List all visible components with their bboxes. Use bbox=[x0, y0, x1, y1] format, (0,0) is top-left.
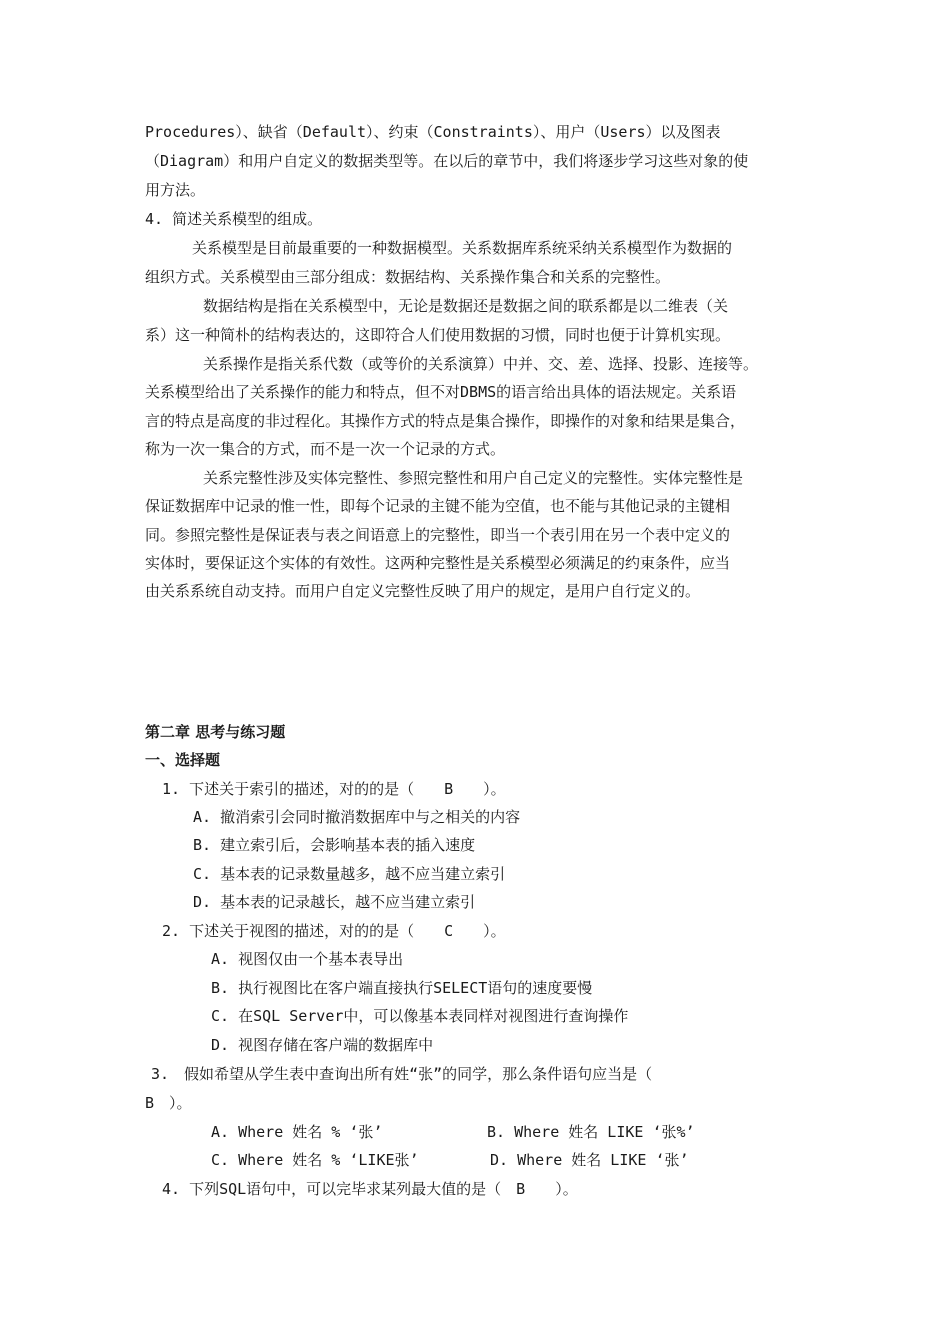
question-1-option-b: B. 建立索引后，会影响基本表的插入速度 bbox=[193, 836, 476, 854]
question-2-stem: 2. 下述关于视图的描述，对的的是（ C ）。 bbox=[162, 922, 506, 940]
question-2-option-a: A. 视图仅由一个基本表导出 bbox=[211, 950, 404, 968]
question-3-option-a: A. Where 姓名 % ‘张’ bbox=[211, 1123, 383, 1141]
section-title: 一、选择题 bbox=[145, 751, 221, 769]
question-heading: 4. 简述关系模型的组成。 bbox=[145, 210, 323, 228]
question-1-option-c: C. 基本表的记录数量越多，越不应当建立索引 bbox=[193, 865, 506, 883]
question-1-option-d: D. 基本表的记录越长，越不应当建立索引 bbox=[193, 893, 476, 911]
paragraph-line: 称为一次一集合的方式，而不是一次一个记录的方式。 bbox=[145, 440, 506, 458]
question-3-stem: 3. 假如希望从学生表中查询出所有姓“张”的同学，那么条件语句应当是（ bbox=[151, 1065, 653, 1083]
question-3-option-d: D. Where 姓名 LIKE ‘张’ bbox=[490, 1151, 689, 1169]
question-1-option-a: A. 撤消索引会同时撤消数据库中与之相关的内容 bbox=[193, 808, 521, 826]
question-3-option-b: B. Where 姓名 LIKE ‘张%’ bbox=[487, 1123, 695, 1141]
paragraph-line: 实体时，要保证这个实体的有效性。这两种完整性是关系模型必须满足的约束条件，应当 bbox=[145, 554, 731, 572]
paragraph-line: 组织方式。关系模型由三部分组成：数据结构、关系操作集合和关系的完整性。 bbox=[145, 268, 671, 286]
paragraph-line: 关系完整性涉及实体完整性、参照完整性和用户自己定义的完整性。实体完整性是 bbox=[203, 469, 744, 487]
paragraph-line: 系）这一种简朴的结构表达的，这即符合人们使用数据的习惯，同时也便于计算机实现。 bbox=[145, 326, 731, 344]
paragraph-line: 关系操作是指关系代数（或等价的关系演算）中并、交、差、选择、投影、连接等。 bbox=[203, 355, 759, 373]
question-3-stem-cont: B ）。 bbox=[145, 1094, 192, 1112]
chapter-title: 第二章 思考与练习题 bbox=[145, 723, 286, 741]
paragraph-line: 数据结构是指在关系模型中，无论是数据还是数据之间的联系都是以二维表（关 bbox=[203, 297, 729, 315]
question-3-option-c: C. Where 姓名 % ‘LIKE张’ bbox=[211, 1151, 419, 1169]
question-4-stem: 4. 下列SQL语句中，可以完毕求某列最大值的是（ B ）。 bbox=[162, 1180, 578, 1198]
question-2-option-d: D. 视图存储在客户端的数据库中 bbox=[211, 1036, 434, 1054]
paragraph-line: 保证数据库中记录的惟一性，即每个记录的主键不能为空值，也不能与其他记录的主键相 bbox=[145, 497, 731, 515]
body-line: 用方法。 bbox=[145, 181, 206, 199]
question-1-stem: 1. 下述关于索引的描述，对的的是（ B ）。 bbox=[162, 780, 506, 798]
question-2-option-c: C. 在SQL Server中，可以像基本表同样对视图进行查询操作 bbox=[211, 1007, 629, 1025]
paragraph-line: 由关系系统自动支持。而用户自定义完整性反映了用户的规定，是用户自行定义的。 bbox=[145, 582, 701, 600]
paragraph-line: 同。参照完整性是保证表与表之间语意上的完整性，即当一个表引用在另一个表中定义的 bbox=[145, 526, 731, 544]
body-line: Procedures）、缺省（Default）、约束（Constraints）、用户（Users）以及图表 bbox=[145, 123, 721, 141]
question-2-option-b: B. 执行视图比在客户端直接执行SELECT语句的速度要慢 bbox=[211, 979, 593, 997]
body-line: （Diagram）和用户自定义的数据类型等。在以后的章节中，我们将逐步学习这些对象的使 bbox=[145, 152, 749, 170]
paragraph-line: 关系模型给出了关系操作的能力和特点，但不对DBMS的语言给出具体的语法规定。关系语 bbox=[145, 383, 737, 401]
paragraph-line: 言的特点是高度的非过程化。其操作方式的特点是集合操作，即操作的对象和结果是集合， bbox=[145, 412, 746, 430]
paragraph-line: 关系模型是目前最重要的一种数据模型。关系数据库系统采纳关系模型作为数据的 bbox=[192, 239, 733, 257]
